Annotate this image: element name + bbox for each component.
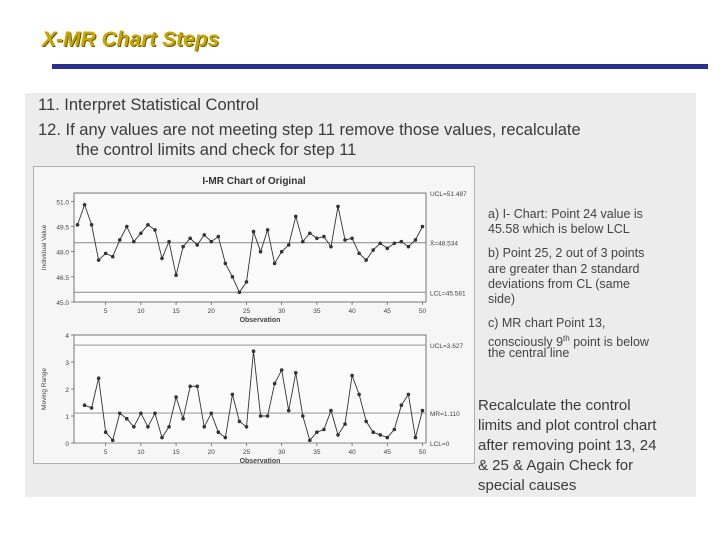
annotation-c-line3: the central line xyxy=(488,346,570,360)
annotation-a-line2: 45.58 which is below LCL xyxy=(488,222,630,236)
i-data-point xyxy=(315,236,319,240)
i-y-tick-label: 48.0 xyxy=(56,249,69,257)
i-data-point xyxy=(83,203,87,207)
mr-data-point xyxy=(167,425,171,429)
mr-data-point xyxy=(294,371,298,375)
mr-data-point xyxy=(209,412,213,416)
mr-data-point xyxy=(315,430,319,434)
mr-data-point xyxy=(393,428,397,432)
i-data-point xyxy=(104,252,108,256)
mr-data-point xyxy=(259,414,263,418)
mr-data-point xyxy=(125,417,129,421)
recalc-line1: Recalculate the control xyxy=(478,397,631,414)
mr-x-tick-label: 45 xyxy=(383,449,391,456)
mr-data-point xyxy=(266,414,270,418)
i-data-point xyxy=(308,231,312,235)
i-data-point xyxy=(393,242,397,246)
annotation-c-line2-b: point is below xyxy=(569,335,649,350)
i-y-tick-label: 49.5 xyxy=(56,224,69,232)
i-data-point xyxy=(421,225,425,229)
i-data-point xyxy=(209,240,213,244)
i-x-tick-label: 35 xyxy=(313,308,321,315)
i-data-point xyxy=(195,243,199,247)
i-data-point xyxy=(407,245,411,249)
mr-x-tick-label: 15 xyxy=(172,449,180,456)
mr-limit-label: MR=1.110 xyxy=(430,411,460,419)
i-data-point xyxy=(97,258,101,262)
mr-data-point xyxy=(287,409,291,413)
i-x-tick-label: 10 xyxy=(137,308,145,315)
step-11-text: 11. Interpret Statistical Control xyxy=(38,96,259,114)
i-data-point xyxy=(224,262,228,266)
mr-x-tick-label: 25 xyxy=(242,449,251,456)
mr-data-point xyxy=(252,349,256,353)
i-chart-title: I-MR Chart of Original xyxy=(202,176,306,187)
i-y-axis-label: Individual Value xyxy=(41,224,48,271)
title-divider xyxy=(52,64,708,69)
mr-data-point xyxy=(97,376,101,380)
i-x-tick-label: 25 xyxy=(242,308,251,315)
mr-data-point xyxy=(273,382,277,386)
mr-y-axis-label: Moving Range xyxy=(41,368,48,410)
i-limit-label: UCL=51.487 xyxy=(430,191,467,199)
mr-data-point xyxy=(231,393,235,397)
i-x-tick-label: 45 xyxy=(383,308,391,315)
i-x-tick-label: 20 xyxy=(207,308,215,315)
mr-data-point xyxy=(90,406,94,410)
individual-value-chart xyxy=(41,191,467,324)
step-12-text-line2: the control limits and check for step 11 xyxy=(76,141,357,159)
mr-data-point xyxy=(224,436,228,440)
recalc-line2: limits and plot control chart xyxy=(478,417,657,434)
mr-y-tick-label: 4 xyxy=(65,333,69,340)
imr-chart-svg xyxy=(34,167,474,463)
recalculate-note xyxy=(478,396,656,496)
mr-data-point xyxy=(308,439,312,443)
i-data-point xyxy=(231,275,235,279)
i-y-tick-label: 51.0 xyxy=(56,199,69,207)
i-data-point xyxy=(294,215,298,219)
mr-data-point xyxy=(160,436,164,440)
i-x-tick-label: 5 xyxy=(103,308,108,315)
mr-y-tick-label: 3 xyxy=(65,360,69,367)
moving-range-chart xyxy=(41,333,463,463)
i-data-point xyxy=(90,223,94,227)
mr-x-tick-label: 20 xyxy=(207,449,215,456)
i-data-point xyxy=(118,238,122,242)
i-data-point xyxy=(188,236,192,240)
imr-chart-panel xyxy=(33,166,475,464)
i-data-point xyxy=(181,245,185,249)
i-y-tick-label: 46.5 xyxy=(56,274,69,282)
i-data-point xyxy=(378,242,382,246)
i-data-point xyxy=(414,238,418,242)
mr-data-point xyxy=(407,393,411,397)
mr-data-point xyxy=(83,403,87,407)
i-data-point xyxy=(273,262,277,266)
mr-data-point xyxy=(104,430,108,434)
i-plot-frame xyxy=(74,193,426,302)
i-data-point xyxy=(139,231,143,235)
i-data-point xyxy=(350,236,354,240)
mr-data-point xyxy=(322,428,326,432)
mr-data-point xyxy=(378,433,382,437)
i-data-point xyxy=(343,238,347,242)
i-x-axis-label: Observation xyxy=(239,317,281,324)
step-12-text-line1: 12. If any values are not meeting step 11 remove those values, recalculate xyxy=(38,121,581,139)
i-y-tick-label: 45.0 xyxy=(56,300,69,307)
i-data-point xyxy=(132,240,136,244)
annotation-c-line1: c) MR chart Point 13, xyxy=(488,316,606,330)
mr-data-point xyxy=(301,414,305,418)
mr-data-point xyxy=(238,420,242,424)
mr-data-point xyxy=(188,385,192,389)
i-data-point xyxy=(146,223,150,227)
i-data-point xyxy=(202,233,206,237)
mr-y-tick-label: 2 xyxy=(65,387,69,394)
mr-data-point xyxy=(371,430,375,434)
i-x-tick-label: 30 xyxy=(278,308,286,315)
i-x-tick-label: 15 xyxy=(172,308,180,315)
i-data-point xyxy=(336,205,340,209)
mr-x-tick-label: 50 xyxy=(418,449,427,456)
i-data-point xyxy=(357,252,361,256)
i-data-point xyxy=(371,248,375,252)
mr-x-tick-label: 35 xyxy=(313,449,321,456)
i-data-point xyxy=(153,228,157,232)
i-data-point xyxy=(217,235,221,239)
recalc-line5: special causes xyxy=(478,477,577,494)
mr-data-point xyxy=(146,425,150,429)
annotation-b-line4: side) xyxy=(488,292,516,306)
mr-data-point xyxy=(111,439,115,443)
mr-data-point xyxy=(421,409,425,413)
annotation-a-line1: a) I- Chart: Point 24 value is xyxy=(488,207,643,221)
mr-data-point xyxy=(357,393,361,397)
mr-data-point xyxy=(343,422,347,426)
mr-data-point xyxy=(174,395,178,399)
i-data-point xyxy=(329,245,333,249)
annotation-b-line3: deviations from CL (same xyxy=(488,277,630,291)
mr-data-point xyxy=(336,433,340,437)
mr-data-point xyxy=(202,425,206,429)
mr-x-axis-label: Observation xyxy=(239,458,281,463)
slide-title: X-MR Chart Steps xyxy=(42,28,220,51)
annotation-c-line2-a: consciously 9 xyxy=(488,335,564,350)
mr-data-point xyxy=(364,420,368,424)
mr-y-tick-label: 0 xyxy=(65,441,69,448)
i-data-point xyxy=(364,258,368,262)
i-data-point xyxy=(125,225,129,229)
i-data-point xyxy=(266,228,270,232)
i-data-point xyxy=(301,240,305,244)
mr-x-tick-label: 30 xyxy=(278,449,286,456)
mr-data-point xyxy=(195,385,199,389)
mr-x-tick-label: 10 xyxy=(137,449,145,456)
i-limit-label: X̄=48.534 xyxy=(430,240,459,248)
mr-data-point xyxy=(350,374,354,378)
i-x-tick-label: 40 xyxy=(348,308,356,315)
i-data-point xyxy=(76,223,80,227)
i-data-point xyxy=(322,235,326,239)
i-data-point xyxy=(111,255,115,259)
annotation-c-line2-sup: th xyxy=(563,334,570,343)
i-data-point xyxy=(245,280,249,284)
mr-data-point xyxy=(245,425,249,429)
mr-data-point xyxy=(329,409,333,413)
i-data-point xyxy=(167,240,171,244)
mr-data-point xyxy=(280,368,284,372)
mr-data-point xyxy=(153,412,157,416)
i-data-point xyxy=(280,250,284,254)
i-data-point xyxy=(259,250,263,254)
mr-data-point xyxy=(132,425,136,429)
i-data-point xyxy=(160,257,164,261)
i-x-tick-label: 50 xyxy=(418,308,427,315)
mr-data-point xyxy=(385,436,389,440)
i-data-point xyxy=(287,243,291,247)
mr-limit-label: UCL=3.627 xyxy=(430,343,464,351)
mr-data-point xyxy=(400,403,404,407)
i-data-point xyxy=(400,240,404,244)
i-data-point xyxy=(174,273,178,277)
annotation-b-line2: are greater than 2 standard xyxy=(488,262,640,276)
mr-data-point xyxy=(181,417,185,421)
mr-data-point xyxy=(414,436,418,440)
i-data-point xyxy=(385,247,389,251)
mr-limit-label: LCL=0 xyxy=(430,441,450,448)
mr-data-point xyxy=(139,412,143,416)
mr-data-point xyxy=(118,412,122,416)
annotation-b-line1: b) Point 25, 2 out of 3 points xyxy=(488,246,645,260)
mr-x-tick-label: 40 xyxy=(348,449,356,456)
mr-y-tick-label: 1 xyxy=(65,414,69,421)
recalc-line3: after removing point 13, 24 xyxy=(478,437,657,454)
mr-x-tick-label: 5 xyxy=(103,449,108,456)
i-data-point xyxy=(252,230,256,234)
mr-data-point xyxy=(217,430,221,434)
recalc-line4: & 25 & Again Check for xyxy=(478,457,634,474)
i-limit-label: LCL=45.581 xyxy=(430,290,466,298)
i-data-point xyxy=(238,290,242,294)
